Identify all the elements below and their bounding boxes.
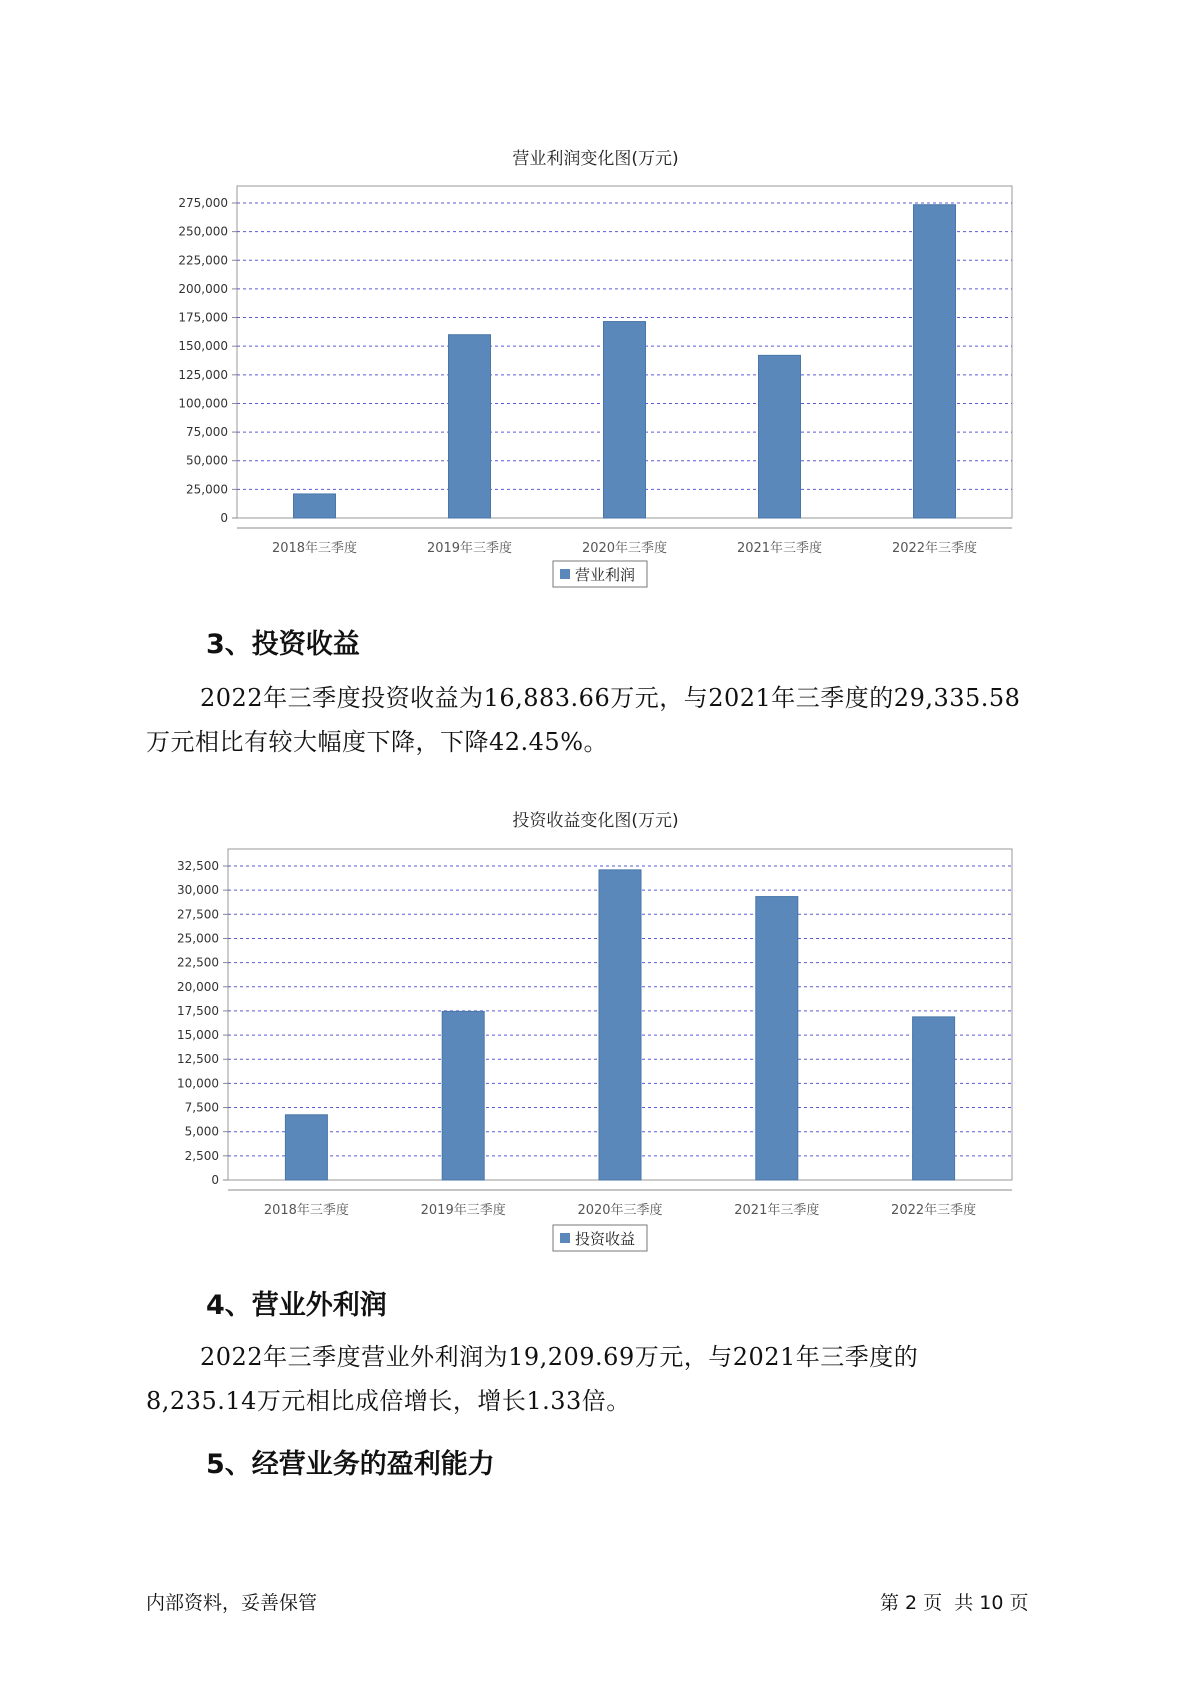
- x-tick-label: 2019年三季度: [426, 541, 513, 556]
- x-tick-label: 2018年三季度: [263, 1203, 349, 1218]
- y-tick-label: 5,000: [184, 1124, 219, 1139]
- y-tick-label: 10,000: [177, 1076, 219, 1091]
- y-tick-label: 12,500: [177, 1052, 219, 1067]
- y-tick-label: 125,000: [178, 367, 228, 382]
- y-tick-label: 17,500: [177, 1003, 219, 1018]
- y-tick-label: 20,000: [177, 979, 219, 994]
- bar-2018年三季度: [285, 1115, 327, 1180]
- x-tick-label: 2020年三季度: [577, 1203, 663, 1218]
- y-tick-label: 15,000: [177, 1028, 219, 1043]
- y-tick-label: 0: [220, 511, 228, 525]
- x-tick-label: 2020年三季度: [581, 541, 668, 556]
- section-5-heading: 5、经营业务的盈利能力: [206, 1449, 495, 1480]
- x-tick-label: 2021年三季度: [734, 1203, 820, 1218]
- y-tick-label: 25,000: [177, 931, 219, 946]
- section-4-paragraph: [146, 1335, 1076, 1423]
- bar-2022年三季度: [913, 1017, 955, 1180]
- y-tick-label: 2,500: [184, 1148, 219, 1163]
- y-tick-label: 22,500: [177, 955, 219, 970]
- section-4-line-1: 2022年三季度营业外利润为19,209.69万元，与2021年三季度的: [200, 1343, 919, 1371]
- y-tick-label: 175,000: [178, 310, 228, 325]
- section-3-line-2: 万元相比有较大幅度下降，下降42.45%。: [146, 728, 609, 756]
- y-tick-label: 25,000: [186, 482, 228, 497]
- chart-legend: [553, 1225, 647, 1251]
- bar-2021年三季度: [756, 897, 798, 1180]
- y-tick-label: 50,000: [186, 453, 228, 468]
- x-tick-label: 2019年三季度: [420, 1203, 506, 1218]
- y-tick-label: 100,000: [178, 396, 228, 411]
- y-tick-label: 250,000: [178, 224, 228, 239]
- bar-2020年三季度: [599, 870, 641, 1180]
- x-tick-label: 2021年三季度: [736, 541, 823, 556]
- chart-title-operating-profit: 营业利润变化图(万元): [512, 149, 679, 169]
- x-tick-label: 2022年三季度: [891, 541, 978, 556]
- chart-title-investment-income: 投资收益变化图(万元): [512, 811, 679, 831]
- x-tick-label: 2022年三季度: [891, 1203, 977, 1218]
- section-4-heading: 4、营业外利润: [206, 1290, 387, 1321]
- x-tick-label: 2018年三季度: [271, 541, 358, 556]
- y-tick-label: 0: [211, 1173, 219, 1187]
- y-tick-label: 225,000: [178, 253, 228, 268]
- footer-page-number: 第 2 页 共 10 页: [880, 1592, 1029, 1614]
- y-tick-label: 7,500: [184, 1100, 219, 1115]
- y-tick-label: 150,000: [178, 339, 228, 354]
- y-tick-label: 200,000: [178, 281, 228, 296]
- legend-label: 营业利润: [575, 566, 636, 584]
- y-tick-label: 275,000: [178, 196, 228, 210]
- y-tick-label: 75,000: [186, 425, 228, 440]
- y-tick-label: 30,000: [177, 883, 219, 898]
- bar-2019年三季度: [442, 1011, 484, 1180]
- section-3-heading: 3、投资收益: [206, 629, 360, 660]
- legend-swatch: [560, 1233, 570, 1243]
- y-tick-label: 27,500: [177, 907, 219, 922]
- section-3-line-1: 2022年三季度投资收益为16,883.66万元，与2021年三季度的29,335.58: [200, 684, 1021, 712]
- section-4-line-2: 8,235.14万元相比成倍增长，增长1.33倍。: [146, 1387, 631, 1415]
- legend-label: 投资收益: [575, 1230, 636, 1248]
- footer-confidential-note: 内部资料，妥善保管: [146, 1592, 318, 1614]
- y-tick-label: 32,500: [177, 859, 219, 873]
